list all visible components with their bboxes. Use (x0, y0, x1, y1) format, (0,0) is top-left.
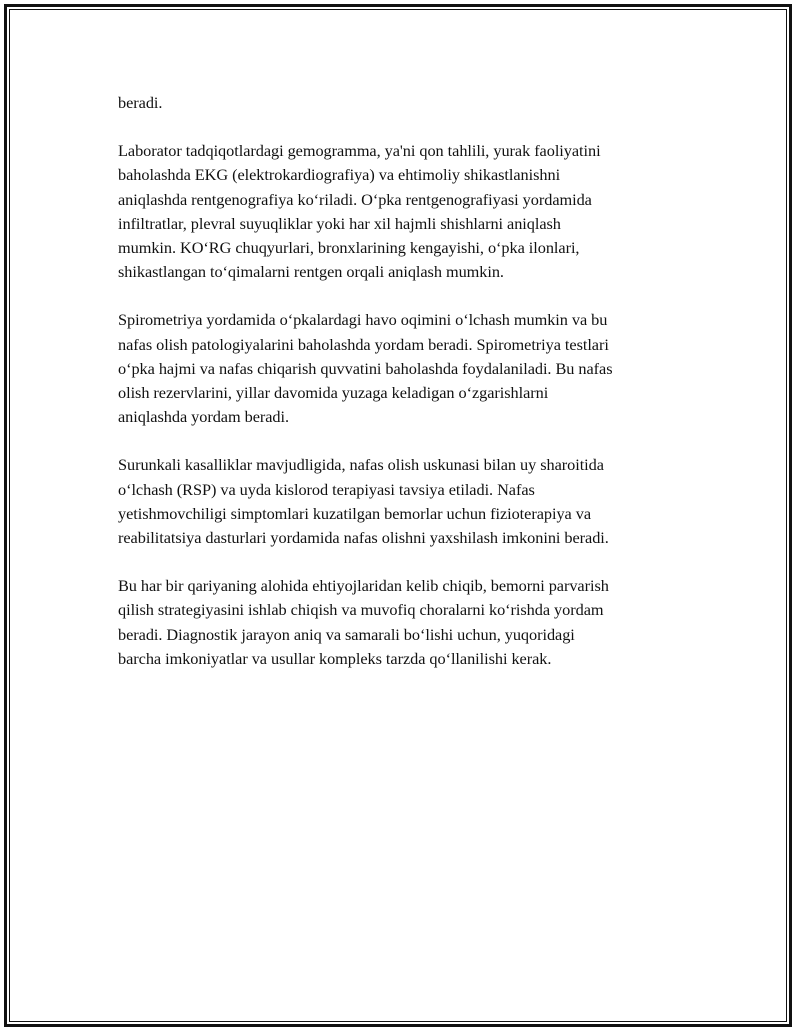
text-line: o‘lchash (RSP) va uyda kislorod terapiyasi tavsiya etiladi. Nafas (118, 479, 535, 499)
text-line: qilish strategiyasini ishlab chiqish va muvofiq choralarni ko‘rishda yordam (118, 600, 604, 620)
text-line: barcha imkoniyatlar va usullar kompleks tarzda qo‘llanilishi kerak. (118, 648, 552, 668)
text-line: aniqlashda rentgenografiya ko‘riladi. O‘pka rentgenografiyasi yordamida (118, 189, 592, 209)
text-line: beradi. Diagnostik jarayon aniq va samarali bo‘lishi uchun, yuqoridagi (118, 624, 575, 644)
text-line: aniqlashda yordam beradi. (118, 407, 289, 427)
text-line: yetishmovchiligi simptomlari kuzatilgan bemorlar uchun fizioterapiya va (118, 503, 591, 523)
document-body (118, 91, 693, 695)
text-line: Laborator tadqiqotlardagi gemogramma, ya'ni qon tahlili, yurak faoliyatini (118, 141, 601, 161)
text-line: Surunkali kasalliklar mavjudligida, nafas olish uskunasi bilan uy sharoitida (118, 455, 604, 475)
text-line: baholashda EKG (elektrokardiografiya) va ehtimoliy shikastlanishni (118, 165, 561, 185)
paragraph-continuation (118, 91, 693, 115)
paragraph-spirometry (118, 308, 693, 429)
text-line: Bu har bir qariyaning alohida ehtiyojlaridan kelib chiqib, bemorni parvarish (118, 576, 609, 596)
text-line: infiltratlar, plevral suyuqliklar yoki har xil hajmli shishlarni aniqlash (118, 213, 561, 233)
text-line: reabilitatsiya dasturlari yordamida nafas olishni yaxshilash imkonini beradi. (118, 528, 609, 548)
paragraph-laboratory-tests (118, 139, 693, 284)
paragraph-care-strategy (118, 574, 693, 671)
text-line: mumkin. KO‘RG chuqyurlari, bronxlarining kengayishi, o‘pka ilonlari, (118, 238, 580, 258)
text-line: nafas olish patologiyalarini baholashda yordam beradi. Spirometriya testlari (118, 334, 609, 354)
text-line: Spirometriya yordamida o‘pkalardagi havo oqimini o‘lchash mumkin va bu (118, 310, 608, 330)
paragraph-chronic-diseases (118, 453, 693, 550)
text-line: beradi. (118, 93, 163, 112)
text-line: shikastlangan to‘qimalarni rentgen orqali aniqlash mumkin. (118, 262, 504, 282)
text-line: olish rezervlarini, yillar davomida yuzaga keladigan o‘zgarishlarni (118, 383, 549, 403)
text-line: o‘pka hajmi va nafas chiqarish quvvatini baholashda foydalaniladi. Bu nafas (118, 358, 613, 378)
